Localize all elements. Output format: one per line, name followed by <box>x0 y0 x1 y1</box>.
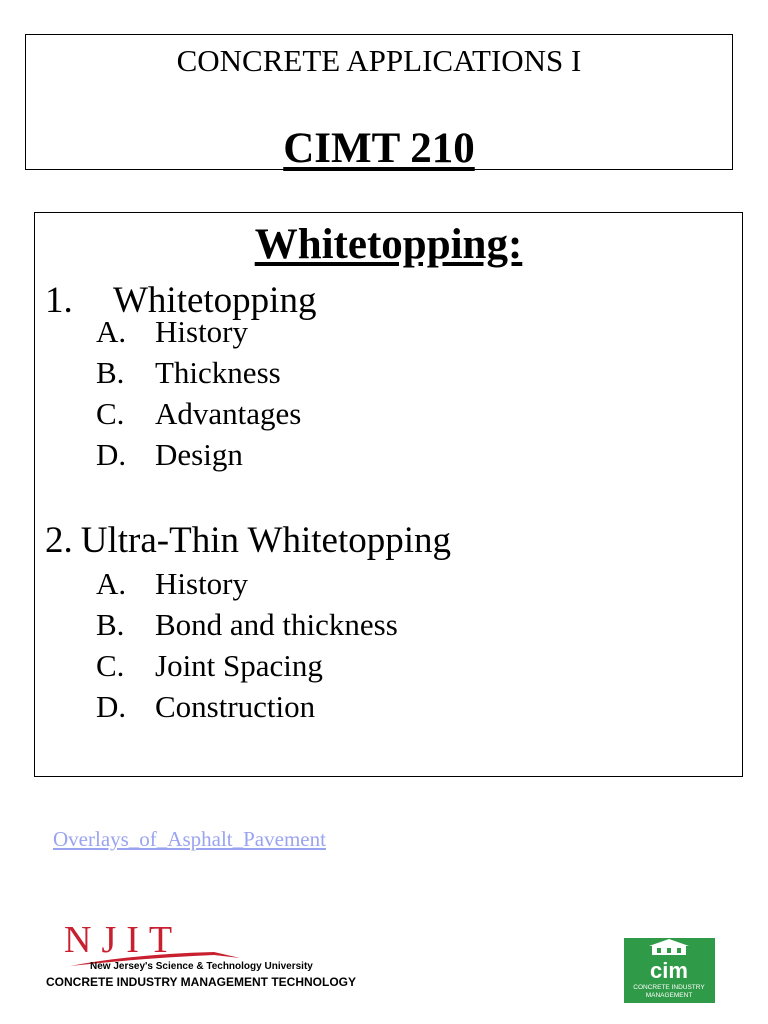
cim-logo <box>624 938 715 1003</box>
item-text: Advantages <box>155 396 302 431</box>
list-item <box>96 607 398 643</box>
item-letter: D. <box>96 437 127 472</box>
cim-wordmark: cim <box>650 958 688 983</box>
item-letter: C. <box>96 396 125 431</box>
course-header <box>25 34 733 170</box>
roof-icon <box>649 939 689 946</box>
item-text: Design <box>155 437 243 472</box>
section-title: Ultra-Thin Whitetopping <box>80 520 452 561</box>
list-item <box>96 396 301 432</box>
cim-logo-mark <box>624 938 715 1003</box>
list-item <box>96 566 248 602</box>
cim-caption-line1: CONCRETE INDUSTRY <box>633 984 705 991</box>
list-item <box>96 648 323 684</box>
course-code: CIMT 210 <box>283 125 475 172</box>
section-title: Whitetopping <box>113 280 317 321</box>
item-letter: C. <box>96 648 125 683</box>
course-subtitle: CONCRETE APPLICATIONS I <box>176 43 582 78</box>
item-text: Joint Spacing <box>155 648 323 683</box>
list-item <box>96 437 243 473</box>
cim-caption-line2: MANAGEMENT <box>645 992 693 999</box>
njit-wordmark: NJIT <box>64 919 183 961</box>
item-letter: B. <box>96 355 125 390</box>
njit-logo-mark <box>64 918 264 966</box>
list-item <box>96 314 248 350</box>
njit-tagline: New Jersey's Science & Technology University <box>90 961 313 972</box>
overlays-link[interactable]: Overlays_of_Asphalt_Pavement <box>53 827 326 851</box>
list-item <box>96 355 281 391</box>
section-number: 2. <box>45 520 73 561</box>
item-text: History <box>155 566 248 601</box>
outline-heading: Whitetopping: <box>254 221 523 268</box>
section-number: 1. <box>45 280 73 321</box>
item-letter: B. <box>96 607 125 642</box>
item-letter: A. <box>96 566 127 601</box>
item-text: Bond and thickness <box>155 607 398 642</box>
item-letter: D. <box>96 689 127 724</box>
department-name: CONCRETE INDUSTRY MANAGEMENT TECHNOLOGY <box>46 975 357 989</box>
section-2 <box>45 521 451 561</box>
item-letter: A. <box>96 314 127 349</box>
item-text: History <box>155 314 248 349</box>
list-item <box>96 689 315 725</box>
njit-logo <box>46 918 386 990</box>
item-text: Thickness <box>155 355 281 390</box>
topic-outline <box>34 212 743 777</box>
item-text: Construction <box>155 689 316 724</box>
